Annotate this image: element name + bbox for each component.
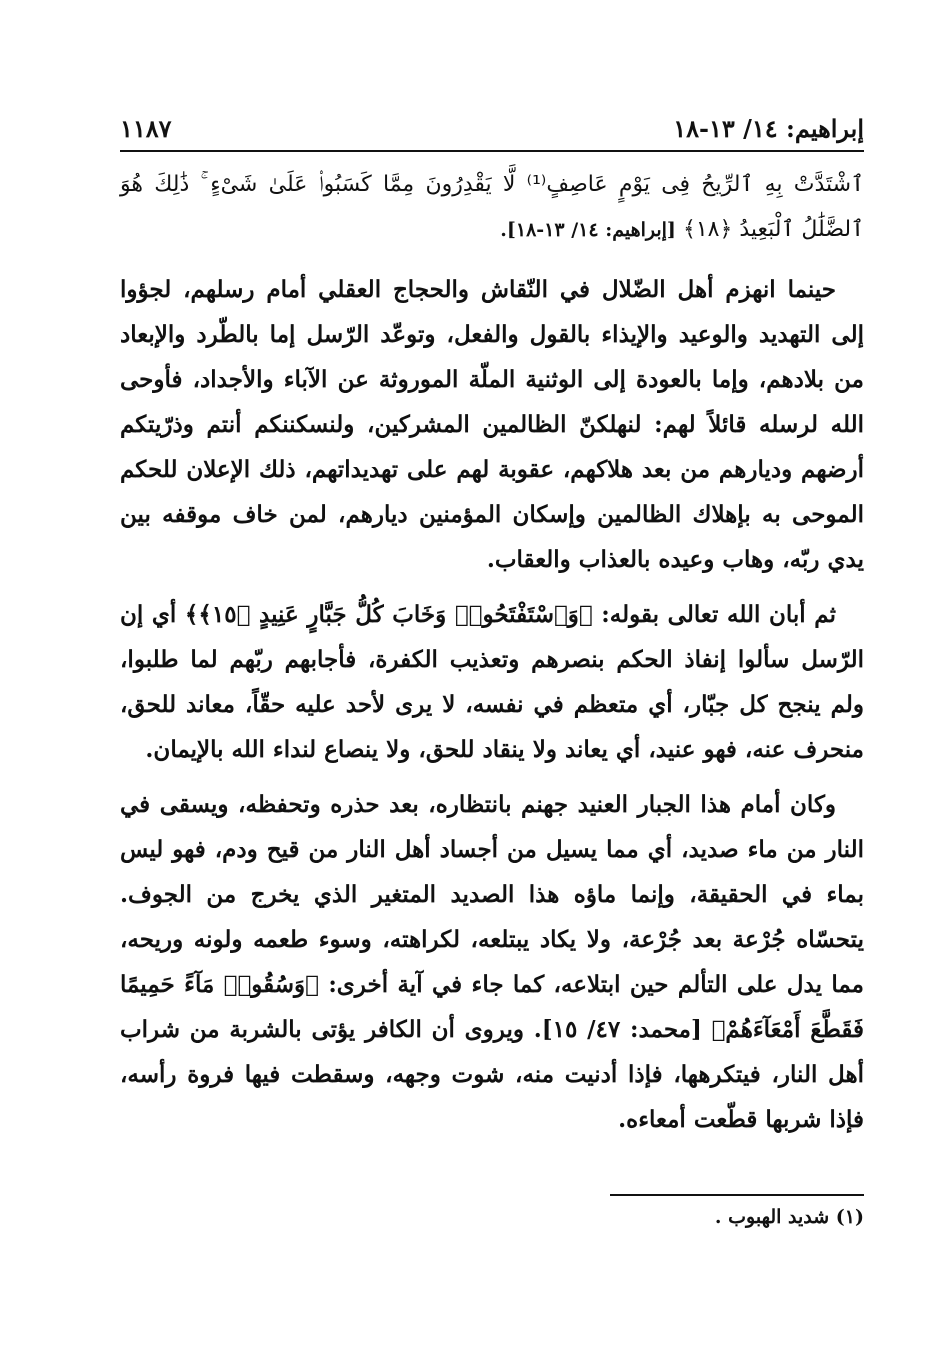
- verse-text: ٱشْتَدَّتْ بِهِ ٱلرِّيحُ فِى يَوْمٍ عَاصِفٍ⁽¹⁾ لَّا يَقْدِرُونَ مِمَّا كَسَبُوا۟ عَلَىٰ شَىْءٍ ۚ ذَٰلِكَ هُوَ ٱلضَّلَٰلُ ٱلْبَعِيدُ ﴿١٨﴾: [120, 172, 864, 242]
- body-text: [120, 162, 864, 1152]
- header-divider: [120, 150, 864, 152]
- footnote-divider: [610, 1194, 864, 1196]
- verse-citation: [إبراهيم: ١٤/ ١٣-١٨].: [500, 219, 676, 241]
- paragraph: حينما انهزم أهل الضّلال في النّقاش والحجاج العقلي أمام رسلهم، لجؤوا إلى التهديد والوعيد والإيذاء بالقول والفعل، وتوعّد الرّسل إما بالطّرد والإبعاد من بلادهم، وإما بالعودة إلى الوثنية الملّة الموروثة عن الآباء والأجداد، فأوحى الله لرسله قائلاً لهم: لنهلكنّ الظالمين المشركين، ولنسكننكم أنتم وذرّيتكم أرضهم وديارهم من بعد هلاكهم، عقوبة لهم على تهديداتهم، ذلك الإعلان للحكم الموحى به بإهلاك الظالمين وإسكان المؤمنين ديارهم، لمن خاف موقفه بين يدي ربّه، وهاب وعيده بالعذاب والعقاب.: [120, 276, 864, 573]
- page-number: ١١٨٧: [120, 114, 172, 143]
- paragraph: وكان أمام هذا الجبار العنيد جهنم بانتظاره، بعد حذره وتحفظه، ويسقى في النار من ماء صديد، أي مما يسيل من أجساد أهل النار من قيح ودم، فهو ليس بماء في الحقيقة، وإنما ماؤه هذا الصديد المتغير الذي يخرج من الجوف. يتحسّاه جُرْعة بعد جُرْعة، ولا يكاد يبتلعه، لكراهته، وسوء طعمه ولونه وريحه، مما يدل على التألم حين ابتلاعه، كما جاء في آية أخرى: ﴿وَسُقُوا۟ مَآءً حَمِيمًا فَقَطَّعَ أَمْعَآءَهُمْ﴾ [محمد: ٤٧/ ١٥]. ويروى أن الكافر يؤتى بالشربة من شراب أهل النار، فيتكرهها، فإذا أدنيت منه، شوت وجهه، وسقطت فيها فروة رأسه، فإذا شربها قطّعت أمعاءه.: [120, 791, 864, 1133]
- paragraph: ثم أبان الله تعالى بقوله: ﴿وَٱسْتَفْتَحُوا۟ وَخَابَ كُلُّ جَبَّارٍ عَنِيدٍ ﴿١٥﴾﴾ أي إن الرّسل سألوا إنفاذ الحكم بنصرهم وتعذيب الكفرة، فأجابهم ربّهم لما طلبوا، ولم ينجح كل جبّار، أي متعظم في نفسه، لا يرى لأحد عليه حقّاً، معاند للحق، منحرف عنه، فهو عنيد، أي يعاند ولا ينقاد للحق، ولا ينصاع لنداء الله بالإيمان.: [120, 601, 864, 763]
- page-header: [120, 108, 864, 148]
- quran-verse: [120, 162, 864, 253]
- header-title: إبراهيم: ١٤/ ١٣-١٨: [673, 114, 864, 143]
- footnote: (١) شديد الهبوب .: [714, 1206, 864, 1228]
